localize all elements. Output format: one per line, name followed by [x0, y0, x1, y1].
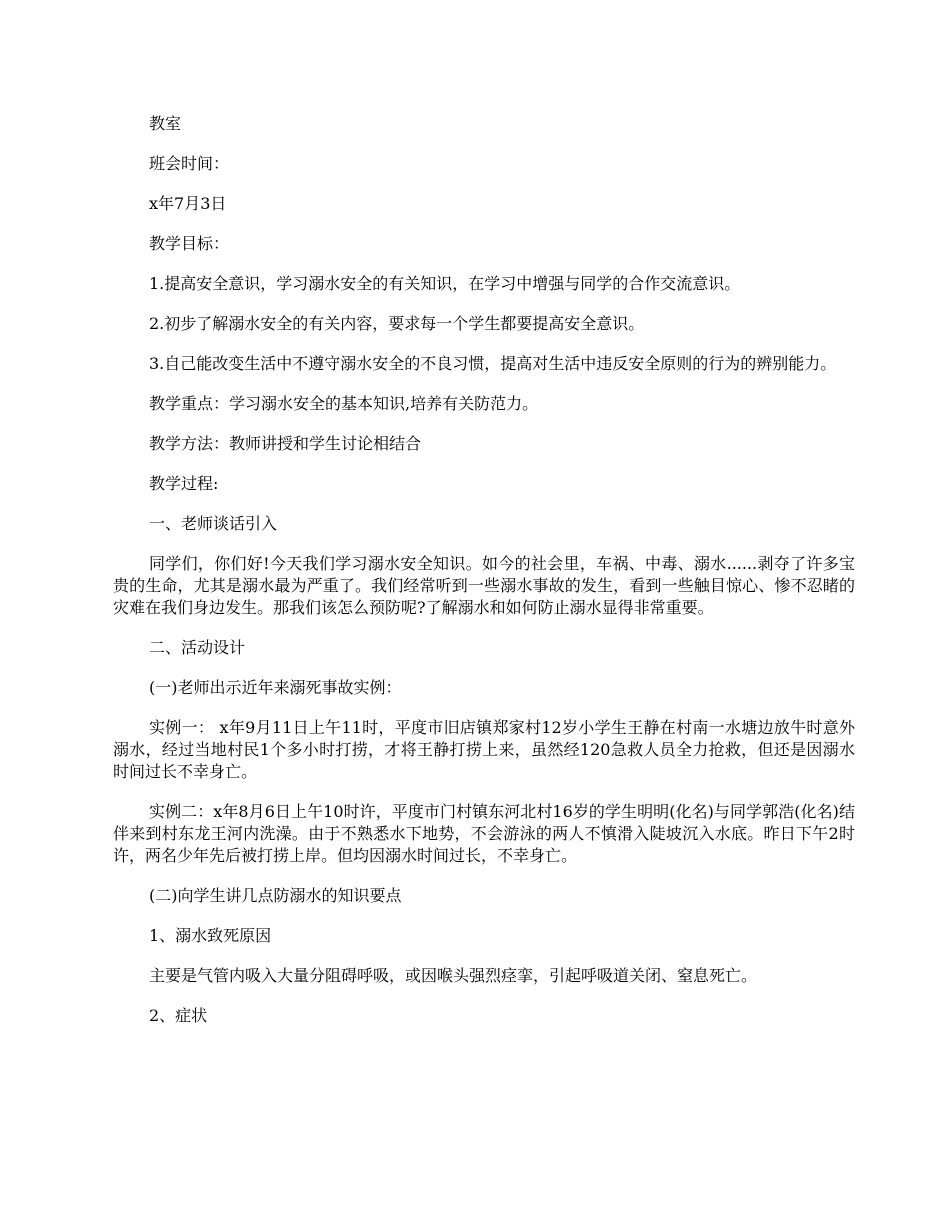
- paragraph: 二、活动设计: [149, 638, 246, 657]
- paragraph: 主要是气管内吸入大量分阻碍呼吸，或因喉头强烈痉挛，引起呼吸道关闭、窒息死亡。: [149, 966, 758, 985]
- paragraph: 教学过程:: [149, 474, 219, 493]
- paragraph: 实例二：x年8月6日上午10时许，平度市门村镇东河北村16岁的学生明明(化名)与同学郭浩(化名)结伴来到村东龙王河内洗澡。由于不熟悉水下地势，不会游泳的两人不慎滑入陡坡沉入水底。昨日下午2时许，两名少年先后被打捞上岸。但均因溺水时间过长，不幸身亡。: [113, 802, 855, 865]
- paragraph: (一)老师出示近年来溺死事故实例：: [149, 678, 402, 697]
- paragraph: 1.提高安全意识，学习溺水安全的有关知识，在学习中增强与同学的合作交流意识。: [149, 274, 741, 293]
- paragraph: 2、症状: [149, 1006, 208, 1025]
- paragraph: 教学目标：: [149, 234, 230, 253]
- paragraph: x年7月3日: [149, 194, 227, 213]
- paragraph: 3.自己能改变生活中不遵守溺水安全的不良习惯，提高对生活中违反安全原则的行为的辨别能力。: [149, 354, 837, 373]
- paragraph: 教学重点：学习溺水安全的基本知识,培养有关防范力。: [149, 394, 539, 413]
- paragraph: (二)向学生讲几点防溺水的知识要点: [149, 886, 402, 905]
- paragraph: 2.初步了解溺水安全的有关内容，要求每一个学生都要提高安全意识。: [149, 314, 645, 333]
- paragraph: 实例一： x年9月11日上午11时，平度市旧店镇郑家村12岁小学生王静在村南一水塘边放牛时意外溺水，经过当地村民1个多小时打捞，才将王静打捞上来，虽然经120急救人员全力抢救，但还是因溺水时间过长不幸身亡。: [113, 718, 855, 781]
- paragraph: 教学方法：教师讲授和学生讨论相结合: [149, 434, 422, 453]
- paragraph: 教室: [149, 114, 182, 133]
- paragraph: 一、老师谈话引入: [149, 514, 278, 533]
- paragraph: 同学们，你们好!今天我们学习溺水安全知识。如今的社会里，车祸、中毒、溺水......剥夺了许多宝贵的生命，尤其是溺水最为严重了。我们经常听到一些溺水事故的发生，看到一些触目惊心、惨不忍睹的灾难在我们身边发生。那我们该怎么预防呢?了解溺水和如何防止溺水显得非常重要。: [113, 554, 855, 617]
- paragraph: 1、溺水致死原因: [149, 926, 272, 945]
- document-page: [113, 113, 855, 1045]
- paragraph: 班会时间：: [149, 154, 230, 173]
